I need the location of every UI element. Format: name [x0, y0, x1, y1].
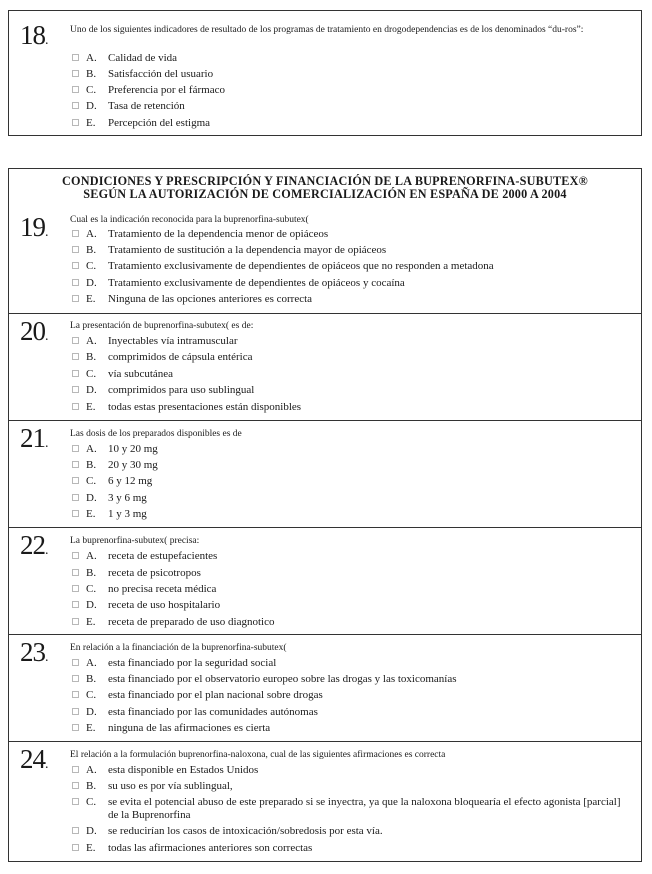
checkbox[interactable]	[72, 119, 79, 126]
question-number: 21.	[20, 423, 48, 453]
option-a[interactable]: A. receta de estupefacientes	[70, 550, 631, 563]
question-24	[9, 741, 641, 861]
checkbox[interactable]	[72, 675, 79, 682]
option-d[interactable]: D. Tasa de retención	[70, 100, 631, 113]
checkbox[interactable]	[72, 708, 79, 715]
option-c[interactable]: C. Preferencia por el fármaco	[70, 84, 631, 97]
checkbox[interactable]	[72, 659, 79, 666]
checkbox[interactable]	[72, 337, 79, 344]
option-c[interactable]: C. 6 y 12 mg	[70, 475, 631, 488]
section-box	[8, 168, 642, 862]
question-20	[9, 313, 641, 420]
option-e[interactable]: E. todas estas presentaciones están disponibles	[70, 401, 631, 414]
checkbox[interactable]	[72, 494, 79, 501]
option-b[interactable]: B. Satisfacción del usuario	[70, 68, 631, 81]
checkbox[interactable]	[72, 724, 79, 731]
checkbox[interactable]	[72, 230, 79, 237]
checkbox[interactable]	[72, 54, 79, 61]
checkbox[interactable]	[72, 386, 79, 393]
option-a[interactable]: A. Tratamiento de la dependencia menor de opiáceos	[70, 228, 631, 241]
question-number: 18.	[20, 20, 48, 50]
option-e[interactable]: E. todas las afirmaciones anteriores son correctas	[70, 842, 631, 855]
checkbox[interactable]	[72, 102, 79, 109]
question-19	[9, 206, 641, 313]
option-b[interactable]: B. esta financiado por el observatorio europeo sobre las drogas y las toxicomanías	[70, 673, 631, 686]
checkbox[interactable]	[72, 552, 79, 559]
question-stem: En relación a la financiación de la buprenorfina-subutex(	[70, 643, 287, 653]
section-title-line-1: CONDICIONES Y PRESCRIPCIÓN Y FINANCIACIÓN DE LA BUPRENORFINA-SUBUTEX®	[62, 174, 588, 188]
checkbox[interactable]	[72, 403, 79, 410]
option-c[interactable]: C. esta financiado por el plan nacional sobre drogas	[70, 689, 631, 702]
checkbox[interactable]	[72, 798, 79, 805]
question-stem: Las dosis de los preparados disponibles es de	[70, 429, 242, 439]
option-c[interactable]: C. Tratamiento exclusivamente de dependientes de opiáceos que no responden a metadona	[70, 260, 631, 273]
checkbox[interactable]	[72, 279, 79, 286]
checkbox[interactable]	[72, 782, 79, 789]
option-d[interactable]: D. esta financiado por las comunidades autónomas	[70, 706, 631, 719]
option-c[interactable]: C. no precisa receta médica	[70, 583, 631, 596]
question-stem: La buprenorfina-subutex( precisa:	[70, 536, 200, 546]
question-stem: Cual es la indicación reconocida para la buprenorfina-subutex(	[70, 215, 309, 225]
section-title-line-2: SEGÚN LA AUTORIZACIÓN DE COMERCIALIZACIÓN EN ESPAÑA DE 2000 A 2004	[83, 187, 567, 201]
option-a[interactable]: A. esta disponible en Estados Unidos	[70, 764, 631, 777]
option-d[interactable]: D. se reducirían los casos de intoxicación/sobredosis por esta vía.	[70, 825, 631, 838]
question-stem: La presentación de buprenorfina-subutex( es de:	[70, 321, 254, 331]
option-d[interactable]: D. receta de uso hospitalario	[70, 599, 631, 612]
option-a[interactable]: A. Inyectables vía intramuscular	[70, 335, 631, 348]
question-23	[9, 634, 641, 741]
checkbox[interactable]	[72, 86, 79, 93]
question-18-box	[8, 10, 642, 136]
checkbox[interactable]	[72, 70, 79, 77]
checkbox[interactable]	[72, 691, 79, 698]
checkbox[interactable]	[72, 445, 79, 452]
option-e[interactable]: E. 1 y 3 mg	[70, 508, 631, 521]
question-number: 20.	[20, 316, 48, 346]
option-a[interactable]: A. esta financiado por la seguridad social	[70, 657, 631, 670]
checkbox[interactable]	[72, 461, 79, 468]
question-21	[9, 420, 641, 527]
checkbox[interactable]	[72, 295, 79, 302]
option-c[interactable]: C. vía subcutánea	[70, 368, 631, 381]
question-number: 24.	[20, 744, 48, 774]
option-e[interactable]: E. Percepción del estigma	[70, 117, 631, 130]
option-b[interactable]: B. su uso es por vía sublingual,	[70, 780, 631, 793]
checkbox[interactable]	[72, 766, 79, 773]
option-a[interactable]: A. 10 y 20 mg	[70, 443, 631, 456]
question-stem: Uno de los siguientes indicadores de resultado de los programas de tratamiento en drogodependencias es de los denominados “du-ros”:	[70, 25, 584, 35]
option-c[interactable]: C. se evita el potencial abuso de este preparado si se inyectra, ya que la naloxona bloquearía el efecto agonista [parcial] de la Buprenorfina	[70, 796, 631, 822]
option-d[interactable]: D. comprimidos para uso sublingual	[70, 384, 631, 397]
option-d[interactable]: D. Tratamiento exclusivamente de dependientes de opiáceos y cocaína	[70, 277, 631, 290]
question-stem: El relación a la formulación buprenorfina-naloxona, cual de las siguientes afirmaciones es correcta	[70, 750, 446, 760]
checkbox[interactable]	[72, 601, 79, 608]
checkbox[interactable]	[72, 353, 79, 360]
option-b[interactable]: B. 20 y 30 mg	[70, 459, 631, 472]
option-a[interactable]: A. Calidad de vida	[70, 52, 631, 65]
checkbox[interactable]	[72, 370, 79, 377]
option-e[interactable]: E. receta de preparado de uso diagnotico	[70, 616, 631, 629]
checkbox[interactable]	[72, 844, 79, 851]
option-b[interactable]: B. receta de psicotropos	[70, 567, 631, 580]
option-b[interactable]: B. Tratamiento de sustitución a la dependencia mayor de opiáceos	[70, 244, 631, 257]
checkbox[interactable]	[72, 246, 79, 253]
checkbox[interactable]	[72, 569, 79, 576]
question-18	[9, 11, 641, 135]
checkbox[interactable]	[72, 618, 79, 625]
option-e[interactable]: E. ninguna de las afirmaciones es cierta	[70, 722, 631, 735]
checkbox[interactable]	[72, 477, 79, 484]
section-title	[9, 169, 641, 201]
checkbox[interactable]	[72, 827, 79, 834]
checkbox[interactable]	[72, 585, 79, 592]
option-b[interactable]: B. comprimidos de cápsula entérica	[70, 351, 631, 364]
checkbox[interactable]	[72, 262, 79, 269]
checkbox[interactable]	[72, 510, 79, 517]
question-number: 22.	[20, 530, 48, 560]
option-e[interactable]: E. Ninguna de las opciones anteriores es correcta	[70, 293, 631, 306]
option-d[interactable]: D. 3 y 6 mg	[70, 492, 631, 505]
question-number: 23.	[20, 637, 48, 667]
question-number: 19.	[20, 212, 48, 242]
question-22	[9, 527, 641, 634]
